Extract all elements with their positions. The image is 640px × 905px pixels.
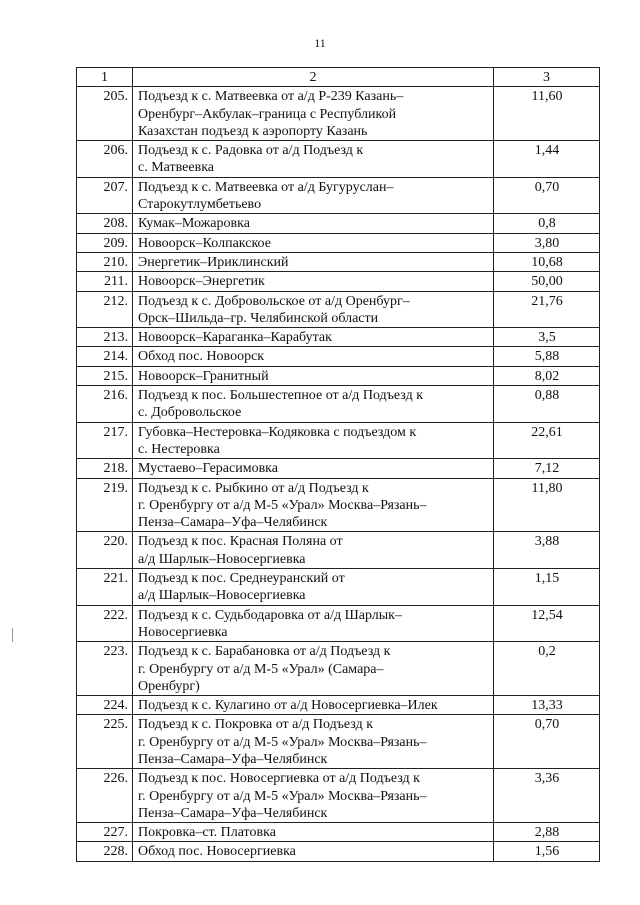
row-number: 224. [77, 696, 133, 715]
row-number: 205. [77, 87, 133, 141]
row-number: 226. [77, 769, 133, 823]
road-length: 0,70 [494, 177, 600, 214]
road-name-line: г. Оренбургу от а/д М-5 «Урал» Москва–Рязань– [138, 788, 427, 804]
road-name-line: а/д Шарлык–Новосергиевка [138, 551, 306, 567]
table-row [77, 769, 600, 823]
table-row [77, 347, 600, 366]
road-name [133, 87, 494, 141]
table-row [77, 642, 600, 696]
road-name-line: Пенза–Самара–Уфа–Челябинск [138, 515, 328, 531]
table-row [77, 842, 600, 861]
road-length: 0,70 [494, 715, 600, 769]
road-name [133, 422, 494, 459]
road-length: 3,36 [494, 769, 600, 823]
row-number: 211. [77, 272, 133, 291]
road-name [133, 532, 494, 569]
road-length: 0,88 [494, 386, 600, 423]
road-name-line: Кумак–Можаровка [138, 216, 250, 232]
road-name [133, 347, 494, 366]
road-length: 3,88 [494, 532, 600, 569]
road-name-line: Пенза–Самара–Уфа–Челябинск [138, 805, 328, 821]
row-number: 225. [77, 715, 133, 769]
road-name-line: а/д Шарлык–Новосергиевка [138, 588, 306, 604]
road-name [133, 291, 494, 328]
road-name-line: Подъезд к с. Радовка от а/д Подъезд к [138, 143, 364, 159]
road-length: 10,68 [494, 252, 600, 271]
road-name [133, 233, 494, 252]
table-row [77, 386, 600, 423]
road-name-line: Новоорск–Энергетик [138, 274, 265, 290]
table-row [77, 87, 600, 141]
road-name [133, 272, 494, 291]
row-number: 212. [77, 291, 133, 328]
road-name-line: Оренбург–Акбулак–граница с Республикой [138, 106, 397, 122]
road-name [133, 141, 494, 178]
road-name-line: Подъезд к пос. Красная Поляна от [138, 534, 343, 550]
row-number: 206. [77, 141, 133, 178]
road-name-line: Подъезд к с. Барабановка от а/д Подъезд к [138, 644, 391, 660]
road-length: 3,5 [494, 328, 600, 347]
road-name-line: с. Матвеевка [138, 160, 215, 176]
row-number: 216. [77, 386, 133, 423]
road-length: 11,60 [494, 87, 600, 141]
table-row [77, 233, 600, 252]
road-name [133, 478, 494, 532]
road-length: 1,44 [494, 141, 600, 178]
table-row [77, 532, 600, 569]
road-name-line: Губовка–Нестеровка–Кодяковка с подъездом к [138, 424, 417, 440]
road-name [133, 696, 494, 715]
road-name [133, 769, 494, 823]
road-length: 7,12 [494, 459, 600, 478]
road-name [133, 214, 494, 233]
table-row [77, 328, 600, 347]
road-name-line: Покровка–ст. Платовка [138, 825, 276, 841]
road-name-line: г. Оренбургу от а/д М-5 «Урал» (Самара– [138, 661, 384, 677]
table-row [77, 478, 600, 532]
road-name-line: г. Оренбургу от а/д М-5 «Урал» Москва–Рязань– [138, 497, 427, 513]
row-number: 218. [77, 459, 133, 478]
row-number: 227. [77, 823, 133, 842]
road-name-line: Новосергиевка [138, 624, 228, 640]
row-number: 222. [77, 605, 133, 642]
row-number: 219. [77, 478, 133, 532]
road-name-line: Энергетик–Ириклинский [138, 254, 289, 270]
row-number: 214. [77, 347, 133, 366]
header-cell-name: 2 [133, 68, 494, 87]
road-name-line: Подъезд к с. Матвеевка от а/д Р-239 Казань– [138, 89, 404, 105]
row-number: 210. [77, 252, 133, 271]
table-row [77, 715, 600, 769]
road-name-line: Подъезд к пос. Новосергиевка от а/д Подъезд к [138, 771, 420, 787]
road-name-line: Пенза–Самара–Уфа–Челябинск [138, 751, 328, 767]
road-name-line: с. Нестеровка [138, 441, 220, 457]
road-name [133, 386, 494, 423]
road-name-line: Новоорск–Гранитный [138, 368, 269, 384]
row-number: 215. [77, 366, 133, 385]
row-number: 217. [77, 422, 133, 459]
table-header-row [77, 68, 600, 87]
road-length: 0,2 [494, 642, 600, 696]
road-name-line: Новоорск–Колпакское [138, 235, 271, 251]
road-length: 11,80 [494, 478, 600, 532]
table-row [77, 569, 600, 606]
road-name-line: Подъезд к с. Рыбкино от а/д Подъезд к [138, 480, 369, 496]
road-name-line: Новоорск–Караганка–Карабутак [138, 330, 332, 346]
row-number: 209. [77, 233, 133, 252]
road-name [133, 842, 494, 861]
row-number: 221. [77, 569, 133, 606]
table-row [77, 291, 600, 328]
road-length: 3,80 [494, 233, 600, 252]
road-name [133, 459, 494, 478]
table-row [77, 459, 600, 478]
road-length: 8,02 [494, 366, 600, 385]
road-length: 12,54 [494, 605, 600, 642]
road-name-line: Казахстан подъезд к аэропорту Казань [138, 123, 368, 139]
road-name-line: Подъезд к с. Кулагино от а/д Новосергиевка–Илек [138, 698, 438, 714]
row-number: 207. [77, 177, 133, 214]
road-name-line: Подъезд к с. Матвеевка от а/д Бугуруслан– [138, 179, 394, 195]
table-row [77, 141, 600, 178]
header-cell-number: 1 [77, 68, 133, 87]
road-name-line: Подъезд к с. Судьбодаровка от а/д Шарлык– [138, 607, 402, 623]
road-name [133, 715, 494, 769]
road-name-line: г. Оренбургу от а/д М-5 «Урал» Москва–Рязань– [138, 734, 427, 750]
road-name-line: Орск–Шильда–гр. Челябинской области [138, 310, 379, 326]
road-name [133, 823, 494, 842]
road-name-line: Старокутлумбетьево [138, 197, 262, 213]
row-number: 223. [77, 642, 133, 696]
road-name-line: Подъезд к с. Покровка от а/д Подъезд к [138, 717, 374, 733]
road-name [133, 366, 494, 385]
road-length: 5,88 [494, 347, 600, 366]
roads-table [76, 67, 600, 862]
table-row [77, 214, 600, 233]
table-row [77, 823, 600, 842]
table-row [77, 177, 600, 214]
row-number: 228. [77, 842, 133, 861]
road-name-line: Обход пос. Новосергиевка [138, 844, 296, 860]
road-name-line: Подъезд к с. Добровольское от а/д Оренбург– [138, 293, 410, 309]
row-number: 220. [77, 532, 133, 569]
scan-edge-mark [12, 628, 13, 642]
road-name [133, 177, 494, 214]
table-row [77, 696, 600, 715]
road-length: 0,8 [494, 214, 600, 233]
roads-table-body [77, 68, 600, 862]
table-row [77, 605, 600, 642]
table-row [77, 422, 600, 459]
road-name [133, 328, 494, 347]
row-number: 213. [77, 328, 133, 347]
road-name-line: Обход пос. Новоорск [138, 349, 265, 365]
row-number: 208. [77, 214, 133, 233]
header-cell-length: 3 [494, 68, 600, 87]
road-name [133, 605, 494, 642]
road-name-line: Оренбург) [138, 678, 200, 694]
road-length: 22,61 [494, 422, 600, 459]
road-length: 1,56 [494, 842, 600, 861]
table-row [77, 272, 600, 291]
road-length: 13,33 [494, 696, 600, 715]
table-row [77, 252, 600, 271]
road-length: 50,00 [494, 272, 600, 291]
road-length: 2,88 [494, 823, 600, 842]
road-name [133, 569, 494, 606]
road-length: 21,76 [494, 291, 600, 328]
road-name-line: Подъезд к пос. Большестепное от а/д Подъезд к [138, 388, 424, 404]
road-name [133, 642, 494, 696]
page-number: 11 [314, 36, 326, 50]
road-length: 1,15 [494, 569, 600, 606]
road-name [133, 252, 494, 271]
table-row [77, 366, 600, 385]
road-name-line: Подъезд к пос. Среднеуранский от [138, 571, 345, 587]
road-name-line: Мустаево–Герасимовка [138, 461, 278, 477]
road-name-line: с. Добровольское [138, 405, 242, 421]
